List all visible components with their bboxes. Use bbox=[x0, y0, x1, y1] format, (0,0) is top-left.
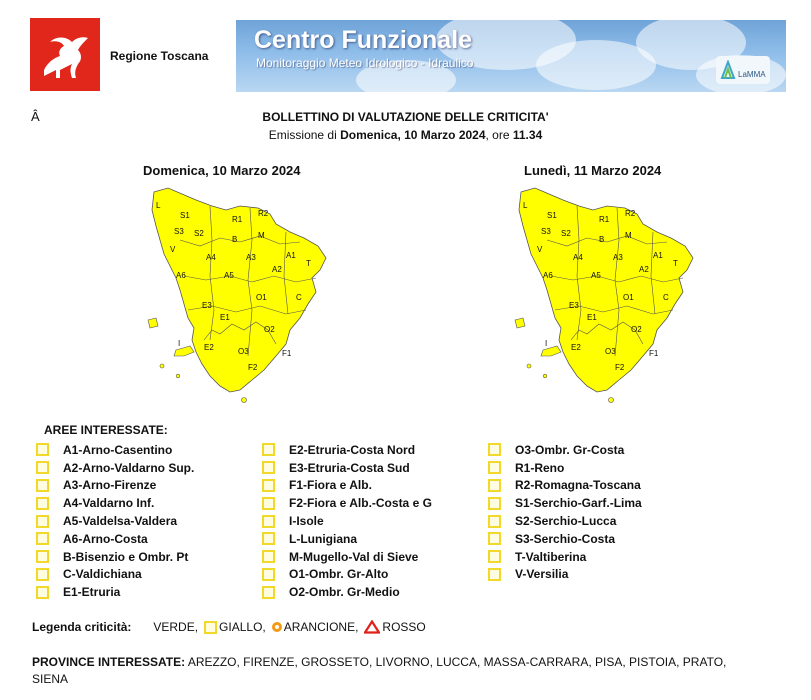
pegasus-icon bbox=[30, 18, 100, 91]
area-item: A4-Valdarno Inf. bbox=[36, 494, 194, 512]
area-item: F2-Fiora e Alb.-Costa e G bbox=[262, 494, 432, 512]
svg-text:E3: E3 bbox=[569, 301, 579, 310]
svg-text:F1: F1 bbox=[282, 349, 292, 358]
yellow-square-icon bbox=[262, 550, 275, 563]
map-date-day2: Lunedì, 11 Marzo 2024 bbox=[524, 163, 662, 178]
svg-text:M: M bbox=[258, 231, 265, 240]
provinces-list: AREZZO, FIRENZE, GROSSETO, LIVORNO, LUCCA, MASSA-CARRARA, PISA, PISTOIA, PRATO, SIENA bbox=[32, 655, 727, 686]
areas-column-3 bbox=[488, 441, 642, 583]
tuscany-map-day1 bbox=[140, 180, 340, 420]
yellow-square-icon bbox=[488, 497, 501, 510]
area-item: S2-Serchio-Lucca bbox=[488, 512, 642, 530]
legend-arancione: ARANCIONE, bbox=[283, 620, 359, 634]
svg-text:I: I bbox=[178, 339, 181, 348]
lamma-label: LaMMA bbox=[738, 70, 766, 79]
areas-column-1 bbox=[36, 441, 194, 601]
yellow-square-icon bbox=[488, 550, 501, 563]
banner-subtitle: Monitoraggio Meteo Idrologico - Idraulico bbox=[256, 56, 474, 70]
svg-text:O3: O3 bbox=[238, 347, 249, 356]
svg-text:F2: F2 bbox=[615, 363, 625, 372]
svg-text:E3: E3 bbox=[202, 301, 212, 310]
emission-day: Domenica, 10 Marzo 2024 bbox=[340, 128, 486, 142]
area-item: A6-Arno-Costa bbox=[36, 530, 194, 548]
provinces-line bbox=[32, 654, 752, 688]
svg-text:V: V bbox=[537, 245, 543, 254]
svg-text:A6: A6 bbox=[176, 271, 186, 280]
yellow-square-icon bbox=[488, 532, 501, 545]
svg-text:A1: A1 bbox=[286, 251, 296, 260]
criticality-legend bbox=[32, 619, 426, 635]
area-item: S1-Serchio-Garf.-Lima bbox=[488, 494, 642, 512]
svg-text:A1: A1 bbox=[653, 251, 663, 260]
yellow-square-icon bbox=[36, 586, 49, 599]
svg-text:A2: A2 bbox=[272, 265, 282, 274]
svg-text:E2: E2 bbox=[204, 343, 214, 352]
svg-text:E1: E1 bbox=[587, 313, 597, 322]
areas-title: AREE INTERESSATE: bbox=[44, 423, 168, 437]
yellow-square-icon bbox=[488, 568, 501, 581]
area-item: A1-Arno-Casentino bbox=[36, 441, 194, 459]
centro-funzionale-banner bbox=[236, 20, 786, 92]
area-item: E3-Etruria-Costa Sud bbox=[262, 459, 432, 477]
area-item: O1-Ombr. Gr-Alto bbox=[262, 566, 432, 584]
yellow-square-icon bbox=[488, 443, 501, 456]
svg-text:E1: E1 bbox=[220, 313, 230, 322]
svg-text:R1: R1 bbox=[232, 215, 243, 224]
area-item: M-Mugello-Val di Sieve bbox=[262, 548, 432, 566]
svg-text:S3: S3 bbox=[541, 227, 551, 236]
bulletin-title: BOLLETTINO DI VALUTAZIONE DELLE CRITICITA' bbox=[262, 110, 549, 124]
area-item: B-Bisenzio e Ombr. Pt bbox=[36, 548, 194, 566]
yellow-square-icon bbox=[36, 515, 49, 528]
svg-text:E2: E2 bbox=[571, 343, 581, 352]
area-item: F1-Fiora e Alb. bbox=[262, 477, 432, 495]
yellow-square-icon bbox=[262, 443, 275, 456]
yellow-square-icon bbox=[488, 461, 501, 474]
yellow-square-icon bbox=[262, 568, 275, 581]
svg-text:O1: O1 bbox=[256, 293, 267, 302]
yellow-square-icon bbox=[262, 497, 275, 510]
svg-text:A2: A2 bbox=[639, 265, 649, 274]
svg-text:O3: O3 bbox=[605, 347, 616, 356]
svg-text:L: L bbox=[156, 201, 161, 210]
area-item: O3-Ombr. Gr-Costa bbox=[488, 441, 642, 459]
svg-text:M: M bbox=[625, 231, 632, 240]
area-item: R2-Romagna-Toscana bbox=[488, 477, 642, 495]
regione-toscana-flag-logo bbox=[30, 18, 100, 91]
area-item: I-Isole bbox=[262, 512, 432, 530]
legend-label: Legenda criticità: bbox=[32, 620, 132, 634]
svg-text:C: C bbox=[296, 293, 302, 302]
svg-text:I: I bbox=[545, 339, 548, 348]
yellow-square-icon bbox=[36, 479, 49, 492]
yellow-square-icon bbox=[36, 461, 49, 474]
emission-time: 11.34 bbox=[512, 128, 543, 142]
svg-text:S3: S3 bbox=[174, 227, 184, 236]
svg-text:B: B bbox=[232, 235, 238, 244]
svg-text:A6: A6 bbox=[543, 271, 553, 280]
svg-text:S2: S2 bbox=[194, 229, 204, 238]
area-item: C-Valdichiana bbox=[36, 566, 194, 584]
svg-text:A3: A3 bbox=[246, 253, 256, 262]
tuscany-map-day2 bbox=[507, 180, 707, 420]
area-item: A2-Arno-Valdarno Sup. bbox=[36, 459, 194, 477]
orange-circle-icon bbox=[272, 622, 282, 632]
banner-title: Centro Funzionale bbox=[254, 26, 473, 54]
area-item: E1-Etruria bbox=[36, 583, 194, 601]
yellow-square-icon bbox=[262, 461, 275, 474]
map-date-day1: Domenica, 10 Marzo 2024 bbox=[143, 163, 301, 178]
yellow-square-icon bbox=[36, 497, 49, 510]
stray-character: Â bbox=[31, 109, 40, 124]
red-triangle-icon bbox=[364, 620, 380, 634]
svg-text:A5: A5 bbox=[591, 271, 601, 280]
region-name: Regione Toscana bbox=[110, 49, 209, 63]
area-item: V-Versilia bbox=[488, 566, 642, 584]
svg-text:O1: O1 bbox=[623, 293, 634, 302]
svg-text:V: V bbox=[170, 245, 176, 254]
yellow-square-icon bbox=[488, 479, 501, 492]
svg-text:S1: S1 bbox=[547, 211, 557, 220]
legend-giallo: GIALLO, bbox=[219, 620, 266, 634]
svg-text:A4: A4 bbox=[573, 253, 583, 262]
svg-text:L: L bbox=[523, 201, 528, 210]
yellow-square-icon bbox=[36, 532, 49, 545]
lamma-mark-icon bbox=[720, 60, 736, 80]
svg-text:S1: S1 bbox=[180, 211, 190, 220]
areas-column-2 bbox=[262, 441, 432, 601]
svg-text:O2: O2 bbox=[264, 325, 275, 334]
area-item: E2-Etruria-Costa Nord bbox=[262, 441, 432, 459]
yellow-square-icon bbox=[36, 443, 49, 456]
area-item: T-Valtiberina bbox=[488, 548, 642, 566]
area-item: L-Lunigiana bbox=[262, 530, 432, 548]
svg-text:T: T bbox=[673, 259, 678, 268]
svg-text:B: B bbox=[599, 235, 605, 244]
yellow-square-icon bbox=[262, 515, 275, 528]
area-item: A5-Valdelsa-Valdera bbox=[36, 512, 194, 530]
legend-rosso: ROSSO bbox=[382, 620, 426, 634]
svg-text:R2: R2 bbox=[258, 209, 269, 218]
svg-text:S2: S2 bbox=[561, 229, 571, 238]
lamma-logo bbox=[716, 56, 770, 84]
yellow-square-icon bbox=[488, 515, 501, 528]
yellow-square-icon bbox=[262, 479, 275, 492]
yellow-square-icon bbox=[204, 621, 217, 634]
area-item: S3-Serchio-Costa bbox=[488, 530, 642, 548]
svg-text:F1: F1 bbox=[649, 349, 659, 358]
area-item: O2-Ombr. Gr-Medio bbox=[262, 583, 432, 601]
legend-verde: VERDE, bbox=[153, 620, 199, 634]
svg-text:R2: R2 bbox=[625, 209, 636, 218]
svg-text:T: T bbox=[306, 259, 311, 268]
svg-text:O2: O2 bbox=[631, 325, 642, 334]
yellow-square-icon bbox=[262, 586, 275, 599]
svg-text:F2: F2 bbox=[248, 363, 258, 372]
yellow-square-icon bbox=[36, 550, 49, 563]
yellow-square-icon bbox=[262, 532, 275, 545]
svg-text:R1: R1 bbox=[599, 215, 610, 224]
yellow-square-icon bbox=[36, 568, 49, 581]
area-item: A3-Arno-Firenze bbox=[36, 477, 194, 495]
svg-text:A5: A5 bbox=[224, 271, 234, 280]
svg-text:A3: A3 bbox=[613, 253, 623, 262]
provinces-label: PROVINCE INTERESSATE: bbox=[32, 655, 186, 669]
area-item: R1-Reno bbox=[488, 459, 642, 477]
svg-text:A4: A4 bbox=[206, 253, 216, 262]
svg-text:C: C bbox=[663, 293, 669, 302]
emission-line: Emissione di Domenica, 10 Marzo 2024, ore 11.34 bbox=[268, 128, 543, 142]
